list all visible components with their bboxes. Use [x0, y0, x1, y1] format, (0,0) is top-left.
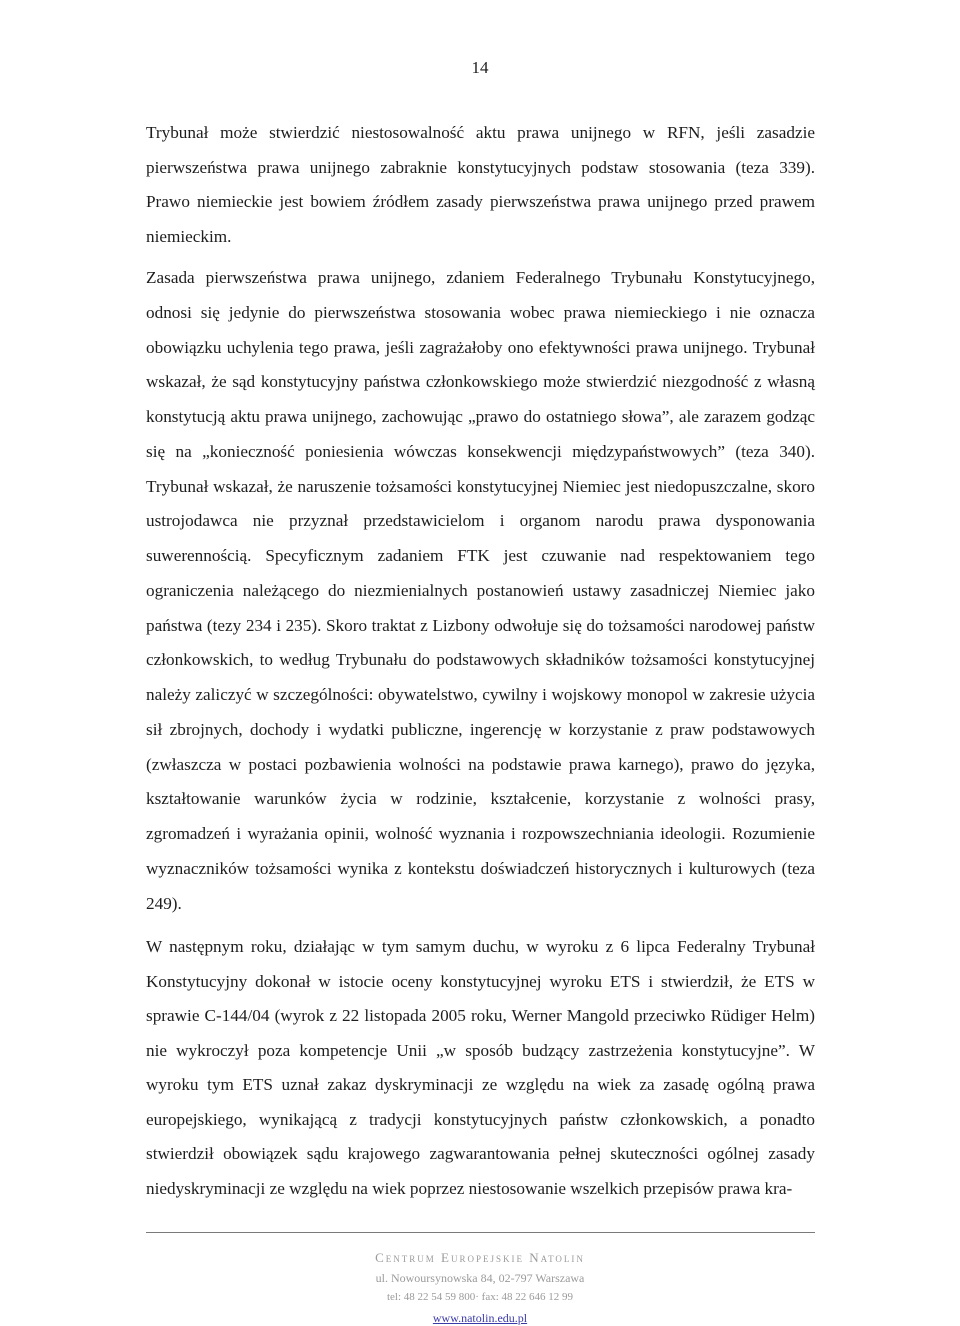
page-number: 14 — [471, 58, 489, 77]
body-paragraph-3: W następnym roku, działając w tym samym duchu, w wyroku z 6 lipca Federalny Trybunał Konstytucyjny dokonał w istocie oceny konstytucyjnej wyroku ETS i stwierdził, że ETS w sprawie C-144/04 (wyrok z 22 listopada 2005 roku, Werner Mangold przeciwko Rüdiger Helm) nie wykroczył poza kompetencje Unii „w sposób budzący zastrzeżenia konstytucyjne”. W wyroku tym ETS uznał zakaz dyskryminacji ze względu na wiek za zasadę ogólną prawa europejskiego, wynikającą z tradycji konstytucyjnych państw członkowskich, a ponadto stwierdził obowiązek sądu krajowego zagwarantowania pełnej skuteczności ogólnej zasady niedyskryminacji ze względu na wiek poprzez niestosowanie wszelkich przepisów prawa kra- — [146, 937, 815, 1198]
footer-address: ul. Nowoursynowska 84, 02-797 Warszawa — [375, 1271, 585, 1285]
footer-contact: tel: 48 22 54 59 800· fax: 48 22 646 12 99 — [386, 1291, 574, 1303]
footer-website-link[interactable]: www.natolin.edu.pl — [432, 1311, 528, 1325]
footer-divider — [146, 1232, 815, 1233]
body-paragraph-2: Zasada pierwszeństwa prawa unijnego, zdaniem Federalnego Trybunału Konstytucyjnego, odnosi się jedynie do pierwszeństwa stosowania wobec prawa niemieckiego i nie oznacza obowiązku uchylenia tego prawa, jeśli zagrażałoby ono efektywności prawa unijnego. Trybunał wskazał, że sąd konstytucyjny państwa członkowskiego może stwierdzić niezgodność z własną konstytucją aktu prawa unijnego, zachowując „prawo do ostatniego słowa”, ale zarazem godząc się na „konieczność poniesienia wówczas konsekwencji międzypaństwowych” (teza 340). Trybunał wskazał, że naruszenie tożsamości konstytucyjnej Niemiec jest niedopuszczalne, skoro ustrojodawca nie przyznał przedstawicielom i organom narodu prawa dysponowania suwerennością. Specyficznym zadaniem FTK jest czuwanie nad respektowaniem tego ograniczenia należącego do niezmienialnych postanowień ustawy zasadniczej Niemiec jako państwa (tezy 234 i 235). Skoro traktat z Lizbony odwołuje się do tożsamości narodowej państw członkowskich, to według Trybunału do podstawowych składników tożsamości konstytucyjnej należy zaliczyć w szczególności: obywatelstwo, cywilny i wojskowy monopol w zakresie użycia sił zbrojnych, dochody i wydatki publiczne, ingerencję w korzystanie z praw podstawowych (zwłaszcza w postaci pozbawienia wolności na podstawie prawa karnego), prawo do języka, kształtowanie warunków życia w rodzinie, kształcenie, korzystanie z wolności prasy, zgromadzeń i wyrażania opinii, wolność wyznania i rozpowszechniania ideologii. Rozumienie wyznaczników tożsamości wynika z kontekstu doświadczeń historycznych i kulturowych (teza 249). — [146, 268, 815, 913]
body-paragraph-1: Trybunał może stwierdzić niestosowalność aktu prawa unijnego w RFN, jeśli zasadzie pierwszeństwa prawa unijnego zabraknie konstytucyjnych podstaw stosowania (teza 339). Prawo niemieckie jest bowiem źródłem zasady pierwszeństwa prawa unijnego przed prawem niemieckim. — [146, 123, 815, 246]
footer-organization: Centrum Europejskie Natolin — [375, 1250, 585, 1265]
